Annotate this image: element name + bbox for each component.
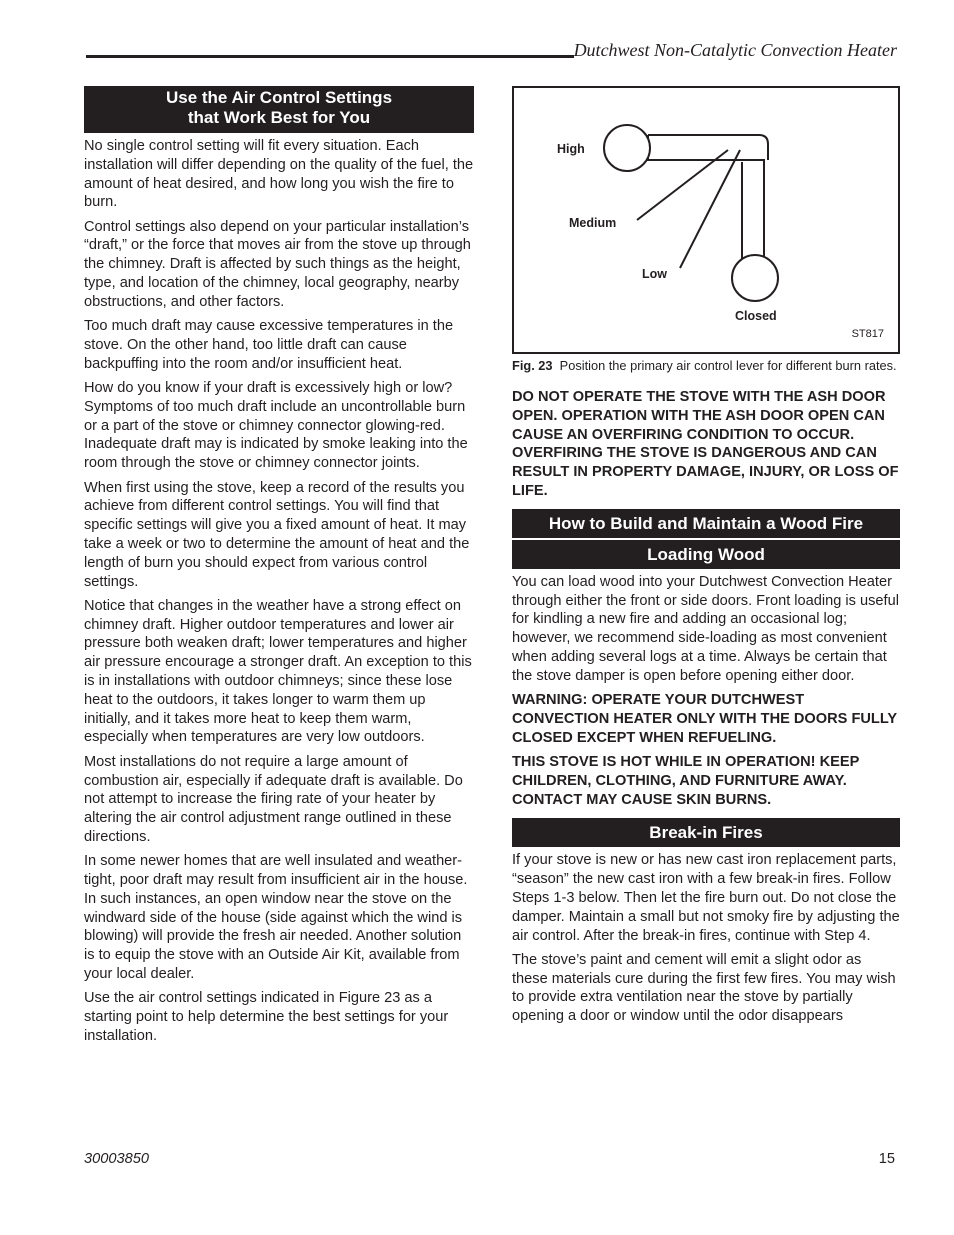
section-heading-air-control	[84, 86, 474, 133]
paragraph: When first using the stove, keep a record of the results you achieve from different control settings. You will find that specific settings will give you a fixed amount of heat. It may take a week or two to determine the amount of heat and the length of burn you should expect from various control settings.	[84, 479, 470, 590]
paragraph: Most installations do not require a large amount of combustion air, especially if adequate draft is available. Do not attempt to increase the firing rate of your heater by altering the air control adjustment range outlined in these directions.	[84, 753, 463, 845]
heading-line-2: that Work Best for You	[187, 108, 371, 127]
paragraph: Notice that changes in the weather have a strong effect on chimney draft. Higher outdoor temperatures and lower air pressure both weaken draft; lower temperatures and higher air pressure encourage a stronger draft. An exception to this is in installations with outdoor chimneys; since these lose heat to the outdoors, it takes longer to warm them up initially, and it takes more heat to keep them warm, especially when temperatures are very low outdoors.	[84, 597, 472, 746]
air-control-figure	[512, 86, 900, 354]
paragraph: Control settings also depend on your particular installation’s “draft,” or the force that moves air from the stove up through the chimney. Draft is affected by such things as the height, type, and location of the chimney, local geography, nearby obstructions, and other factors.	[84, 218, 471, 310]
running-header-title: Dutchwest Non-Catalytic Convection Heater	[573, 40, 897, 60]
caption-label: Fig. 23	[512, 358, 553, 373]
ash-door-warning: DO NOT OPERATE THE STOVE WITH THE ASH DOOR OPEN. OPERATION WITH THE ASH DOOR OPEN CAN CAUSE AN OVERFIRING CONDITION TO OCCUR. OVERFIRING THE STOVE IS DANGEROUS AND CAN RESULT IN PROPERTY DAMAGE, INJURY, OR LOSS OF LIFE.	[512, 389, 899, 499]
label-medium: Medium	[569, 216, 617, 230]
high-position-knob	[604, 125, 650, 171]
label-low: Low	[642, 267, 667, 281]
figure-caption	[512, 358, 900, 374]
paragraph: Too much draft may cause excessive temperatures in the stove. On the other hand, too little draft can cause backpuffing into the room and/or insufficient heat.	[84, 318, 454, 372]
document-number: 30003850	[84, 1151, 149, 1167]
label-closed: Closed	[735, 309, 777, 323]
caption-text: Position the primary air control lever for different burn rates.	[559, 358, 897, 373]
hot-stove-warning: THIS STOVE IS HOT WHILE IN OPERATION! KEEP CHILDREN, CLOTHING, AND FURNITURE AWAY. CONTACT MAY CAUSE SKIN BURNS.	[512, 753, 860, 808]
paragraph: No single control setting will fit every situation. Each installation will differ depending on the quality of the fuel, the amount of heat desired, and how long you wish the fire to burn.	[84, 138, 474, 211]
paragraph: How do you know if your draft is excessively high or low? Symptoms of too much draft include an uncontrollable burn or a part of the stove or chimney connector glowing-red. Inadequate draft may is indicated by smoke leaking into the room through the stove or chimney connector joints.	[84, 380, 468, 472]
paragraph: In some newer homes that are well insulated and weather-tight, poor draft may result from insufficient air in the house. In such instances, an open window near the stove on the windward side of the house (side against which the wind is blowing) will provide the fresh air needed. Another solution is to equip the stove with an Outside Air Kit, available from your local dealer.	[84, 853, 468, 982]
paragraph: The stove’s paint and cement will emit a slight odor as these materials cure during the first few fires. You may wish to provide extra ventilation near the stove by partially opening a door or window until the odor disappears	[512, 951, 896, 1025]
right-column	[512, 86, 900, 1032]
section-heading-loading-wood: Loading Wood	[512, 540, 900, 569]
figure-code: ST817	[851, 328, 884, 341]
paragraph: If your stove is new or has new cast iron replacement parts, “season” the new cast iron with a few break-in fires. Follow Steps 1-3 below. Then let the fire burn out. Do not close the damper. Maintain a small but not smoky fire by adjusting the air control. After the break-in fires, continue with Step 4.	[512, 852, 900, 944]
lever-channel-top	[648, 135, 768, 160]
paragraph: Use the air control settings indicated in Figure 23 as a starting point to help determine the best settings for your installation.	[84, 990, 449, 1044]
closed-position-knob	[732, 255, 778, 301]
section-heading-break-in: Break-in Fires	[512, 818, 900, 847]
doors-warning: WARNING: OPERATE YOUR DUTCHWEST CONVECTION HEATER ONLY WITH THE DOORS FULLY CLOSED EXCEPT WHEN REFUELING.	[512, 692, 897, 746]
header-rule	[86, 55, 574, 58]
left-column	[84, 86, 474, 1051]
section-heading-build-fire: How to Build and Maintain a Wood Fire	[512, 509, 900, 538]
paragraph: You can load wood into your Dutchwest Convection Heater through either the front or side doors. Front loading is useful for kindling a new fire and adding an occasional log; however, we recommend side-loading as most convenient when adding several logs at a time. Always be certain that the stove damper is open before opening either door.	[512, 573, 899, 684]
low-pointer-line	[680, 150, 740, 268]
page-number: 15	[878, 1151, 895, 1167]
label-high: High	[557, 142, 585, 156]
heading-line-1: Use the Air Control Settings	[165, 88, 393, 107]
